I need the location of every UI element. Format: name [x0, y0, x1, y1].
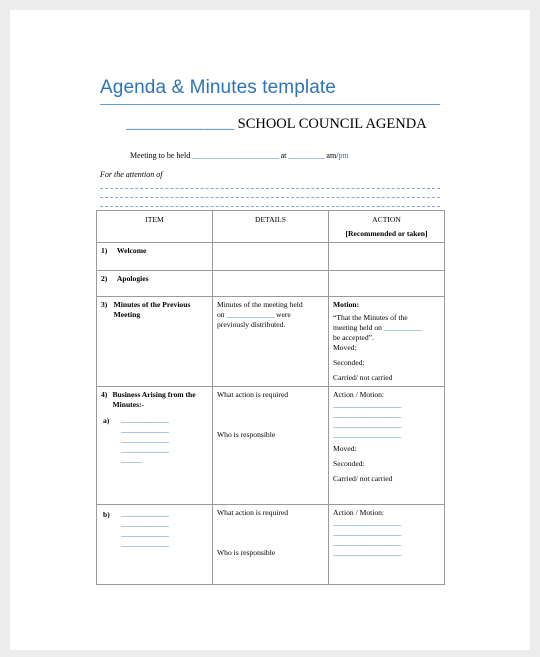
- agenda-heading-text: SCHOOL COUNCIL AGENDA: [237, 116, 427, 132]
- row4-action: [329, 387, 445, 505]
- row1-details[interactable]: [213, 243, 329, 271]
- agenda-heading: [126, 116, 427, 133]
- header-details-label: DETAILS: [254, 215, 287, 224]
- agenda-table: [96, 210, 445, 585]
- details-text: Minutes of the meeting held: [217, 300, 303, 310]
- header-details: [213, 211, 329, 243]
- seconded-label: Seconded:: [333, 358, 365, 368]
- header-action-sub: [Recommended or taken]: [345, 229, 428, 239]
- row3-details: [213, 297, 329, 387]
- motion-date-blank[interactable]: ___________: [383, 323, 422, 333]
- header-action-label: ACTION: [372, 215, 401, 224]
- action-motion-label: Action / Motion:: [333, 390, 385, 400]
- row-item-label: Welcome: [116, 246, 147, 256]
- attention-label: For the attention of: [100, 170, 163, 179]
- motion-text-3: be accepted”.: [333, 333, 374, 343]
- title-underline: [100, 104, 440, 105]
- moved-label: Moved:: [333, 444, 357, 454]
- attention-line-2[interactable]: [100, 197, 440, 198]
- table-row: [97, 387, 445, 505]
- action-blank[interactable]: ____________________: [333, 420, 401, 430]
- sub-item-blank[interactable]: ______________: [121, 415, 169, 425]
- row-item-label: Apologies: [116, 274, 149, 284]
- details-on: on: [217, 310, 225, 320]
- carried-label: Carried/ not carried: [333, 474, 393, 484]
- details-were: were: [275, 310, 291, 320]
- action-blank[interactable]: ____________________: [333, 400, 401, 410]
- action-motion-label: Action / Motion:: [333, 508, 385, 518]
- row-item-label: Minutes of the Previous Meeting: [113, 300, 191, 320]
- row-number: 1): [101, 246, 108, 256]
- sub-item-letter: b): [103, 510, 110, 520]
- row1-item: [97, 243, 213, 271]
- sub-item-blank[interactable]: ______________: [121, 425, 169, 435]
- header-action: [329, 211, 445, 243]
- details-text-2: previously distributed.: [217, 320, 286, 330]
- table-row: [97, 243, 445, 271]
- row2-item: [97, 271, 213, 297]
- am-label: am/: [326, 151, 339, 160]
- action-blank[interactable]: ____________________: [333, 548, 401, 558]
- meeting-line: [130, 151, 349, 160]
- details-question-responsible: Who is responsible: [217, 430, 276, 440]
- row1-action[interactable]: [329, 243, 445, 271]
- sub-item-blank[interactable]: ______________: [121, 509, 169, 519]
- details-question-action: What action is required: [217, 390, 289, 400]
- sub-item-blank[interactable]: ______: [121, 455, 142, 465]
- table-row: [97, 297, 445, 387]
- row-item-label: Business Arising from the Minutes:-: [112, 390, 196, 410]
- header-item-label: ITEM: [145, 215, 164, 224]
- sub-item-letter: a): [103, 416, 110, 426]
- row5-action: [329, 505, 445, 585]
- attention-line-3[interactable]: [100, 206, 440, 207]
- table-header-row: [97, 211, 445, 243]
- row-number: 2): [101, 274, 108, 284]
- moved-label: Moved:: [333, 343, 357, 353]
- row4-details: [213, 387, 329, 505]
- motion-text-2: meeting held on: [333, 323, 382, 333]
- sub-item-blank[interactable]: ______________: [121, 445, 169, 455]
- row4-item: [97, 387, 213, 505]
- document-page: [10, 10, 530, 650]
- row3-item: [97, 297, 213, 387]
- attention-line-1[interactable]: [100, 188, 440, 189]
- sub-item-blank[interactable]: ______________: [121, 435, 169, 445]
- details-question-responsible: Who is responsible: [217, 548, 276, 558]
- meeting-at: at: [280, 151, 287, 160]
- sub-item-blank[interactable]: ______________: [121, 529, 169, 539]
- motion-text: “That the Minutes of the: [333, 313, 408, 323]
- row-number: 3): [101, 300, 108, 310]
- meeting-prefix: Meeting to be held: [130, 151, 191, 160]
- action-blank[interactable]: ____________________: [333, 528, 401, 538]
- row2-action[interactable]: [329, 271, 445, 297]
- table-row: [97, 271, 445, 297]
- header-item: [97, 211, 213, 243]
- meeting-date-blank[interactable]: ________________________: [192, 151, 279, 160]
- carried-label: Carried/ not carried: [333, 373, 393, 383]
- table-row: [97, 505, 445, 585]
- council-name-blank[interactable]: ________________: [126, 116, 234, 132]
- action-blank[interactable]: ____________________: [333, 430, 401, 440]
- row3-action: [329, 297, 445, 387]
- sub-item-blank[interactable]: ______________: [121, 519, 169, 529]
- row5-details: [213, 505, 329, 585]
- action-blank[interactable]: ____________________: [333, 518, 401, 528]
- row5-item: [97, 505, 213, 585]
- sub-item-blank[interactable]: ______________: [121, 539, 169, 549]
- motion-label: Motion:: [333, 300, 360, 310]
- pm-label: pm: [338, 151, 349, 160]
- action-blank[interactable]: ____________________: [333, 410, 401, 420]
- row2-details[interactable]: [213, 271, 329, 297]
- seconded-label: Seconded:: [333, 459, 365, 469]
- details-question-action: What action is required: [217, 508, 289, 518]
- details-date-blank[interactable]: ______________: [226, 310, 275, 320]
- row-number: 4): [101, 390, 108, 400]
- document-title: Agenda & Minutes template: [100, 77, 336, 98]
- action-blank[interactable]: ____________________: [333, 538, 401, 548]
- meeting-time-blank[interactable]: __________: [288, 151, 325, 160]
